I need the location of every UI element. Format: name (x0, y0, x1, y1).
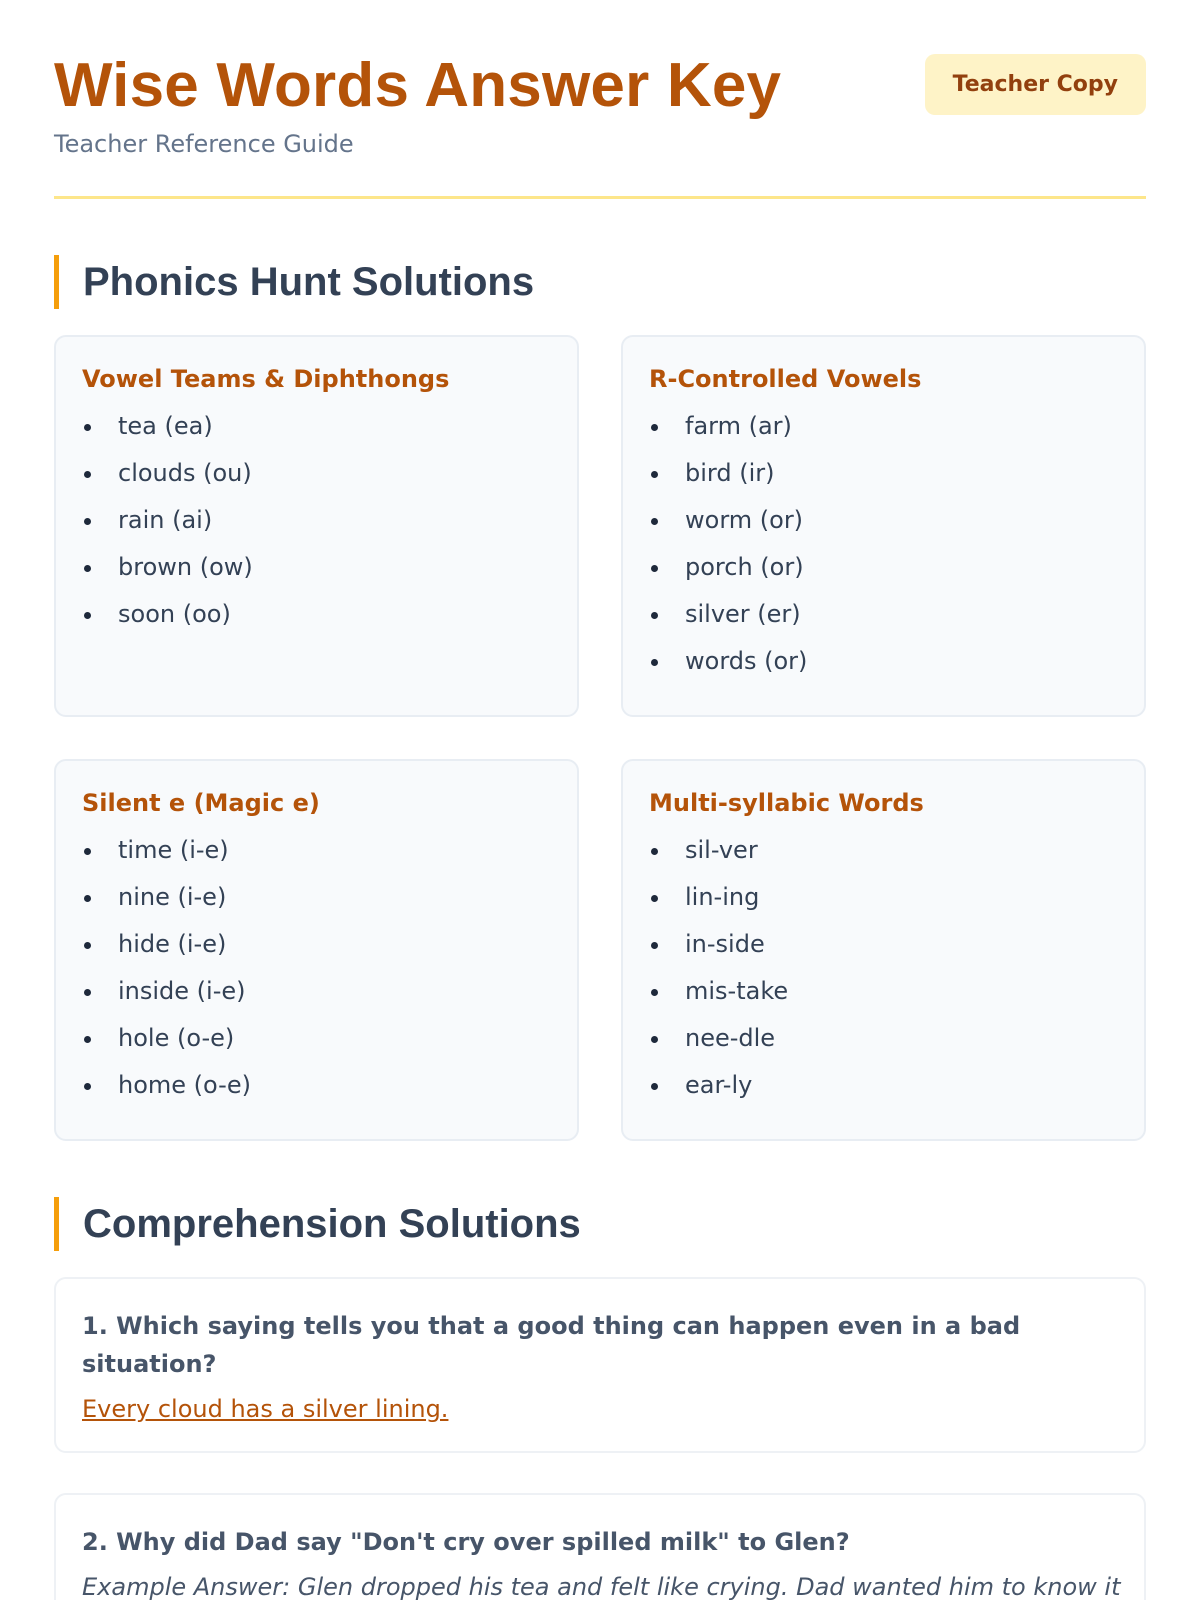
list-item: in-side (649, 921, 1118, 968)
list-item: nine (i-e) (82, 874, 551, 921)
list-item: time (i-e) (82, 827, 551, 874)
card-title: Multi-syllabic Words (649, 789, 924, 817)
list-item: ear-ly (649, 1062, 1118, 1109)
list-item: worm (or) (649, 497, 1118, 544)
list-item: sil-ver (649, 827, 1118, 874)
list-item: nee-dle (649, 1015, 1118, 1062)
phonics-card-silent-e (54, 759, 579, 1141)
card-title: Silent e (Magic e) (82, 789, 320, 817)
page-title: Wise Words Answer Key (54, 51, 782, 120)
word-list (649, 403, 1118, 685)
list-item: home (o-e) (82, 1062, 551, 1109)
phonics-section-heading: Phonics Hunt Solutions (54, 255, 1146, 309)
phonics-card-r-controlled (621, 335, 1146, 717)
list-item: soon (oo) (82, 591, 551, 638)
page-header (54, 0, 1146, 199)
teacher-copy-badge: Teacher Copy (925, 54, 1146, 115)
list-item: hole (o-e) (82, 1015, 551, 1062)
list-item: bird (ir) (649, 450, 1118, 497)
question-text: 1. Which saying tells you that a good thing can happen even in a bad situation? (82, 1312, 1021, 1378)
list-item: lin-ing (649, 874, 1118, 921)
phonics-card-grid (54, 335, 1146, 1141)
list-item: farm (ar) (649, 403, 1118, 450)
answer-text: Example Answer: Glen dropped his tea and felt like crying. Dad wanted him to know it (82, 1573, 1121, 1600)
word-list (649, 827, 1118, 1109)
page-subtitle: Teacher Reference Guide (54, 130, 354, 158)
list-item: mis-take (649, 968, 1118, 1015)
list-item: porch (or) (649, 544, 1118, 591)
question-text: 2. Why did Dad say "Don't cry over spilled milk" to Glen? (82, 1528, 850, 1556)
card-title: Vowel Teams & Diphthongs (82, 365, 450, 393)
phonics-card-multi-syllabic (621, 759, 1146, 1141)
list-item: silver (er) (649, 591, 1118, 638)
phonics-card-vowel-teams (54, 335, 579, 717)
word-list (82, 403, 551, 638)
question-card-1 (54, 1277, 1146, 1453)
answer-text: Every cloud has a silver lining. (82, 1395, 449, 1423)
question-card-2 (54, 1493, 1146, 1600)
list-item: clouds (ou) (82, 450, 551, 497)
list-item: hide (i-e) (82, 921, 551, 968)
word-list (82, 827, 551, 1109)
list-item: brown (ow) (82, 544, 551, 591)
list-item: tea (ea) (82, 403, 551, 450)
list-item: rain (ai) (82, 497, 551, 544)
comprehension-section-heading: Comprehension Solutions (54, 1197, 1146, 1251)
list-item: words (or) (649, 638, 1118, 685)
card-title: R-Controlled Vowels (649, 365, 922, 393)
list-item: inside (i-e) (82, 968, 551, 1015)
